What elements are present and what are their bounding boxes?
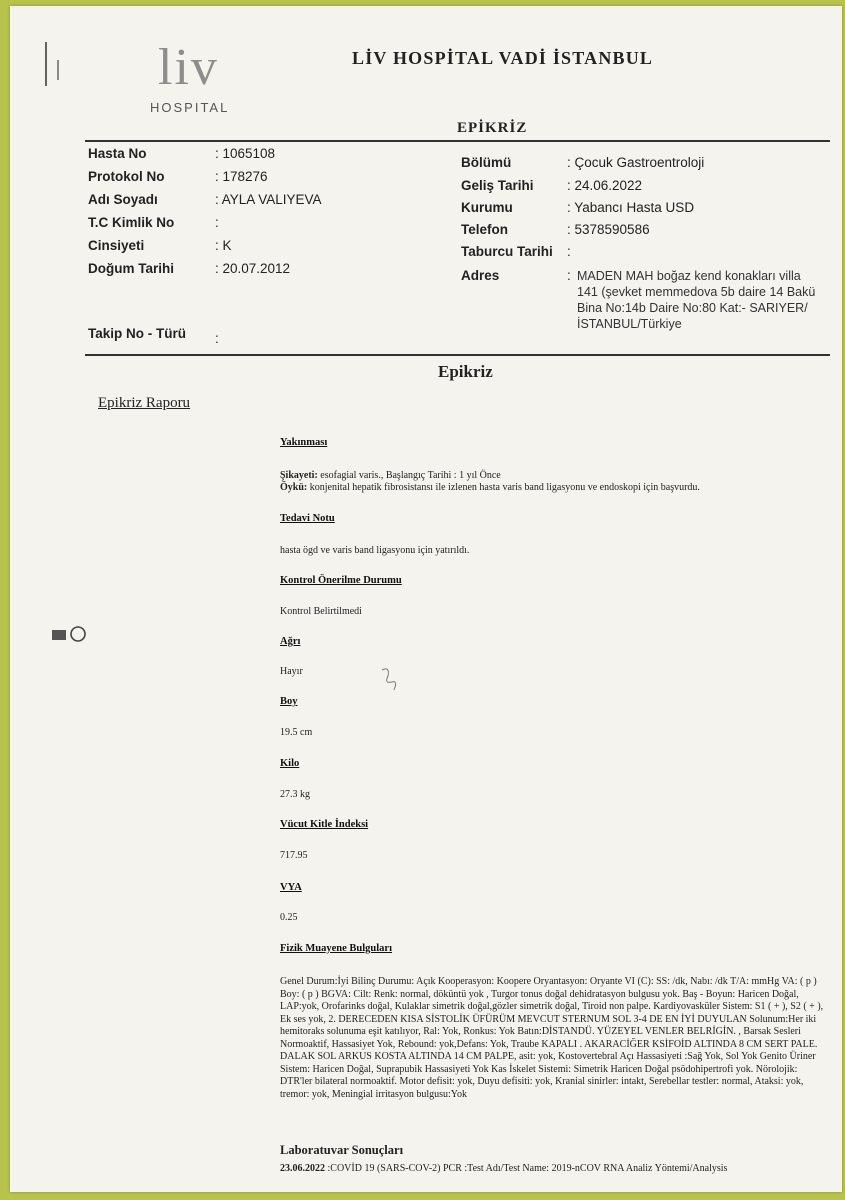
oyku-text: konjenital hepatik fibrosistansı ile izlenen hasta varis band ligasyonu ve endoskopi için başvurdu. (307, 482, 700, 493)
value-hasta-no: : 1065108 (215, 146, 276, 161)
label-hasta-no: Hasta No (88, 146, 147, 161)
label-takip-no: Takip No - Türü (88, 326, 186, 341)
heading-tedavi-notu: Tedavi Notu (280, 513, 335, 524)
fizik-muayene-text: Genel Durum:İyi Bilinç Durumu: Açık Kooperasyon: Koopere Oryantasyon: Oryante VI (C): SS: /dk, Nabı: /dk T/A: mmHg VA: ( p ) Boy: ( p ) BGVA: Cilt: Renk: normal, döküntü yok , Turgor tonus doğal dehidratasyon bulgusu yok. Baş - Boyun: Haricen Doğal, LAP:yok, Orofarinks doğal, Kulaklar simetrik doğal,gözler simetrik doğal, Tiroid non palpe. Kardiyovasküler Sistem: S1 ( + ), S2 ( + ), Ek ses yok, 2. DERECEDEN KISA SİSTOLİK ÜFÜRÜM MEVCUT STERNUM SOL 3-4 DE EN İYİ DUYULAN Solunum:Her iki hemitoraks solunuma eşit katılıyor, Ral: Yok, Ronkus: Yok Batın:DİSTANDÜ. YÜZEYEL VENLER BELRİGİN. , Barsak Sesleri Normoaktif, Hassasiyet Yok, Rebound: yok,Defans: Yok, Traube KAPALI . AKARACİĞER KSİFOİD ALTINDA 8 CM SERT PALE. DALAK SOL ARKUS KOSTA ALTINDA 14 CM PALPE, asit: yok, Kostovertebral Açı Hassasiyeti :Sağ Yok, Sol Yok Genito Üriner Sistem: Haricen Doğal, Suprapubik Hassasiyeti Yok Kas İskelet Sistemi: Simetrik Haricen Doğal psödohipertrofi yok. Nörolojik: DTR'ler bilateral normoaktif. Motor defisit: yok, Duyu defisiti: yok, Kranial sinirler: intakt, Serebellar testler: normal, Ataksi: yok, tremor: yok, Meningial irritasyon bulgusu:Yok (280, 976, 824, 1100)
adres-colon: : (567, 268, 571, 283)
lab-line (280, 1163, 727, 1174)
lab-text: :COVİD 19 (SARS-COV-2) PCR :Test Adı/Test Name: 2019-nCOV RNA Analiz Yöntemi/Analysis (325, 1163, 728, 1174)
sikayeti-line (280, 470, 501, 481)
label-bolumu: Bölümü (461, 155, 512, 170)
lab-date: 23.06.2022 (280, 1163, 325, 1174)
label-dogum-tarihi: Doğum Tarihi (88, 261, 174, 276)
info-divider (85, 354, 830, 356)
value-kurumu: : Yabancı Hasta USD (567, 200, 695, 215)
heading-vya: VYA (280, 882, 302, 893)
heading-kilo: Kilo (280, 758, 300, 769)
header-divider (85, 140, 830, 142)
heading-boy: Boy (280, 696, 298, 707)
kilo-text: 27.3 kg (280, 789, 310, 800)
handwritten-scribble-icon (378, 664, 402, 694)
value-tc-kimlik-no: : (215, 215, 219, 230)
label-protokol-no: Protokol No (88, 169, 165, 184)
label-gelis-tarihi: Geliş Tarihi (461, 178, 534, 193)
value-taburcu-tarihi: : (567, 244, 571, 259)
section-title: Epikriz (438, 362, 493, 381)
report-title: Epikriz Raporu (98, 395, 191, 411)
value-adi-soyadi: : AYLA VALIYEVA (215, 192, 322, 207)
value-telefon: : 5378590586 (567, 222, 650, 237)
vki-text: 717.95 (280, 850, 308, 861)
document-page (10, 6, 842, 1192)
heading-kontrol: Kontrol Önerilme Durumu (280, 575, 402, 586)
value-cinsiyeti: : K (215, 238, 232, 253)
heading-yakinmasi: Yakınması (280, 437, 328, 448)
logo-text: HOSPITAL (150, 100, 230, 115)
value-adres: MADEN MAH boğaz kend konakları villa 141 (şevket memmedova 5b daire 14 Bakü Bina No:14b Daire No:80 Kat:- SARIYER/İSTANBUL/Türkiye (577, 269, 816, 331)
sikayeti-label: Şikayeti: (280, 470, 318, 481)
label-adi-soyadi: Adı Soyadı (88, 192, 158, 207)
oyku-line (280, 482, 700, 493)
heading-fizik-muayene: Fizik Muayene Bulguları (280, 943, 393, 954)
document-title: EPİKRİZ (457, 120, 528, 136)
stamp-mark-icon (50, 622, 100, 648)
binder-hole-marks (40, 36, 80, 96)
agri-text: Hayır (280, 666, 303, 677)
value-dogum-tarihi: : 20.07.2012 (215, 261, 291, 276)
tedavi-notu-text: hasta ögd ve varis band ligasyonu için yatırıldı. (280, 545, 470, 556)
label-kurumu: Kurumu (461, 200, 513, 215)
label-cinsiyeti: Cinsiyeti (88, 238, 145, 253)
label-taburcu-tarihi: Taburcu Tarihi (461, 244, 553, 259)
value-bolumu: : Çocuk Gastroentroloji (567, 155, 705, 170)
value-gelis-tarihi: : 24.06.2022 (567, 178, 643, 193)
label-adres: Adres (461, 268, 500, 283)
heading-vki: Vücut Kitle İndeksi (280, 819, 369, 830)
oyku-label: Öykü: (280, 482, 308, 493)
sikayeti-text: esofagial varis., Başlangıç Tarihi : 1 yıl Önce (317, 470, 501, 481)
value-protokol-no: : 178276 (215, 169, 268, 184)
kontrol-text: Kontrol Belirtilmedi (280, 606, 362, 617)
vya-text: 0.25 (280, 912, 298, 923)
hospital-logo (150, 39, 260, 116)
logo-mark: liv (158, 39, 219, 96)
hospital-name: LİV HOSPİTAL VADİ İSTANBUL (352, 48, 654, 68)
boy-text: 19.5 cm (280, 727, 313, 738)
heading-agri: Ağrı (280, 636, 301, 647)
value-takip-no: : (215, 331, 219, 346)
label-telefon: Telefon (461, 222, 508, 237)
heading-laboratuvar: Laboratuvar Sonuçları (280, 1143, 404, 1157)
label-tc-kimlik-no: T.C Kimlik No (88, 215, 175, 230)
